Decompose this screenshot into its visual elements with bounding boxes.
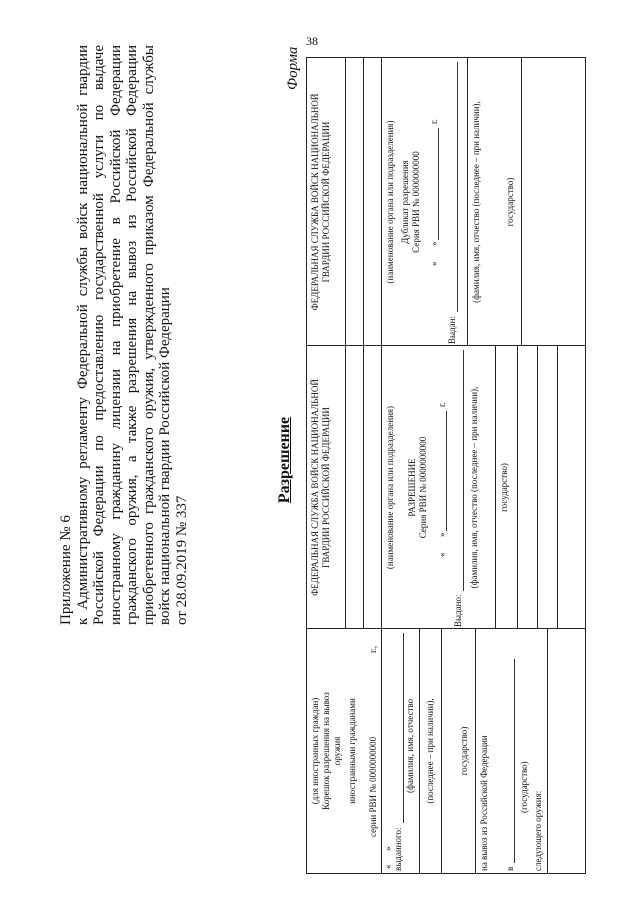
appendix-title: Приложение № 6 (58, 515, 74, 625)
stub-title-2: оружия (332, 736, 342, 766)
permit-org-2: ГВАРДИИ РОССИЙСКОЙ ФЕДЕРАЦИИ (321, 407, 331, 568)
stub-year: г., (368, 645, 378, 653)
stub-weapon: следующего оружия: (533, 790, 543, 871)
appendix-block (58, 45, 190, 625)
appendix-text: к Административному регламенту Федеральной службы войск национальной гвардии Российской Федерации по предоставлению государственной услуги по выдаче иностранному гражданину лицензии на приобретение в Российской Федерации гражданского оружия, а также разрешения на вывоз из Российской Федерации приобретенного гражданского оружия, утвержденного приказом Федеральной службы войск национальной гвардии Российской Федерации (74, 45, 173, 625)
stub-title-3: иностранными гражданами (347, 698, 357, 804)
duplicate-title: Дубликат разрешения (400, 160, 410, 244)
stub-issued: выданного: (393, 827, 403, 871)
permit-org-1: ФЕДЕРАЛЬНАЯ СЛУЖБА ВОЙСК НАЦИОНАЛЬНОЙ (310, 379, 320, 596)
stub-title-1: Корешок разрешения на вывоз (321, 692, 331, 810)
document-heading: Разрешение (276, 416, 293, 504)
stub-date-open: « (383, 864, 393, 869)
permit-state: государство) (499, 463, 509, 512)
permit-column (307, 345, 585, 629)
stub-in: в (505, 866, 515, 871)
stub-fio-1: (фамилия, имя, отчество (405, 698, 415, 793)
duplicate-date-open: « (429, 261, 439, 266)
duplicate-year: г. (429, 119, 439, 124)
permit-series: Серия РВИ № 0000000000 (418, 436, 428, 539)
permit-date-close: » (437, 532, 447, 537)
stub-date-close: » (383, 846, 393, 851)
forma-label: Форма (285, 46, 301, 90)
stub-subtitle: (для иностранных граждан) (310, 697, 320, 805)
duplicate-fio: (фамилия, имя, отчество (последнее – при наличии), (471, 101, 481, 303)
permit-unit-caption: (наименование органа или подразделения) (385, 405, 395, 570)
permit-date-open: « (437, 552, 447, 557)
stub-state: государство) (459, 726, 469, 776)
duplicate-state: государство) (505, 177, 515, 227)
stub-column (307, 628, 585, 873)
duplicate-column (307, 58, 585, 346)
page-number: 38 (306, 34, 318, 48)
permit-issued: Выдано: (453, 594, 463, 627)
permit-fio: (фамилия, имя, отчество (последнее – при наличии), (469, 386, 479, 589)
stub-export: на вывоз из Российской Федерации (479, 735, 489, 871)
stub-fio-2: (последнее – при наличии), (425, 698, 435, 804)
duplicate-date-close: » (429, 241, 439, 246)
duplicate-unit-caption: (наименование органа или подразделения) (385, 120, 395, 284)
permit-title: РАЗРЕШЕНИЕ (407, 458, 417, 517)
duplicate-issued: Выдан: (447, 316, 457, 344)
appendix-date: от 28.09.2019 № 337 (173, 495, 190, 625)
duplicate-series: Серия РВИ № 0000000000 (411, 151, 421, 253)
permit-table (306, 57, 586, 874)
duplicate-org-2: ГВАРДИИ РОССИЙСКОЙ ФЕДЕРАЦИИ (321, 121, 331, 283)
stub-series: серии РВИ № 0000000000 (368, 736, 378, 837)
duplicate-org-1: ФЕДЕРАЛЬНАЯ СЛУЖБА ВОЙСК НАЦИОНАЛЬНОЙ (310, 93, 320, 311)
stub-state-2: (государство) (519, 761, 529, 813)
permit-year: г. (437, 402, 447, 407)
rotated-form (50, 40, 590, 880)
